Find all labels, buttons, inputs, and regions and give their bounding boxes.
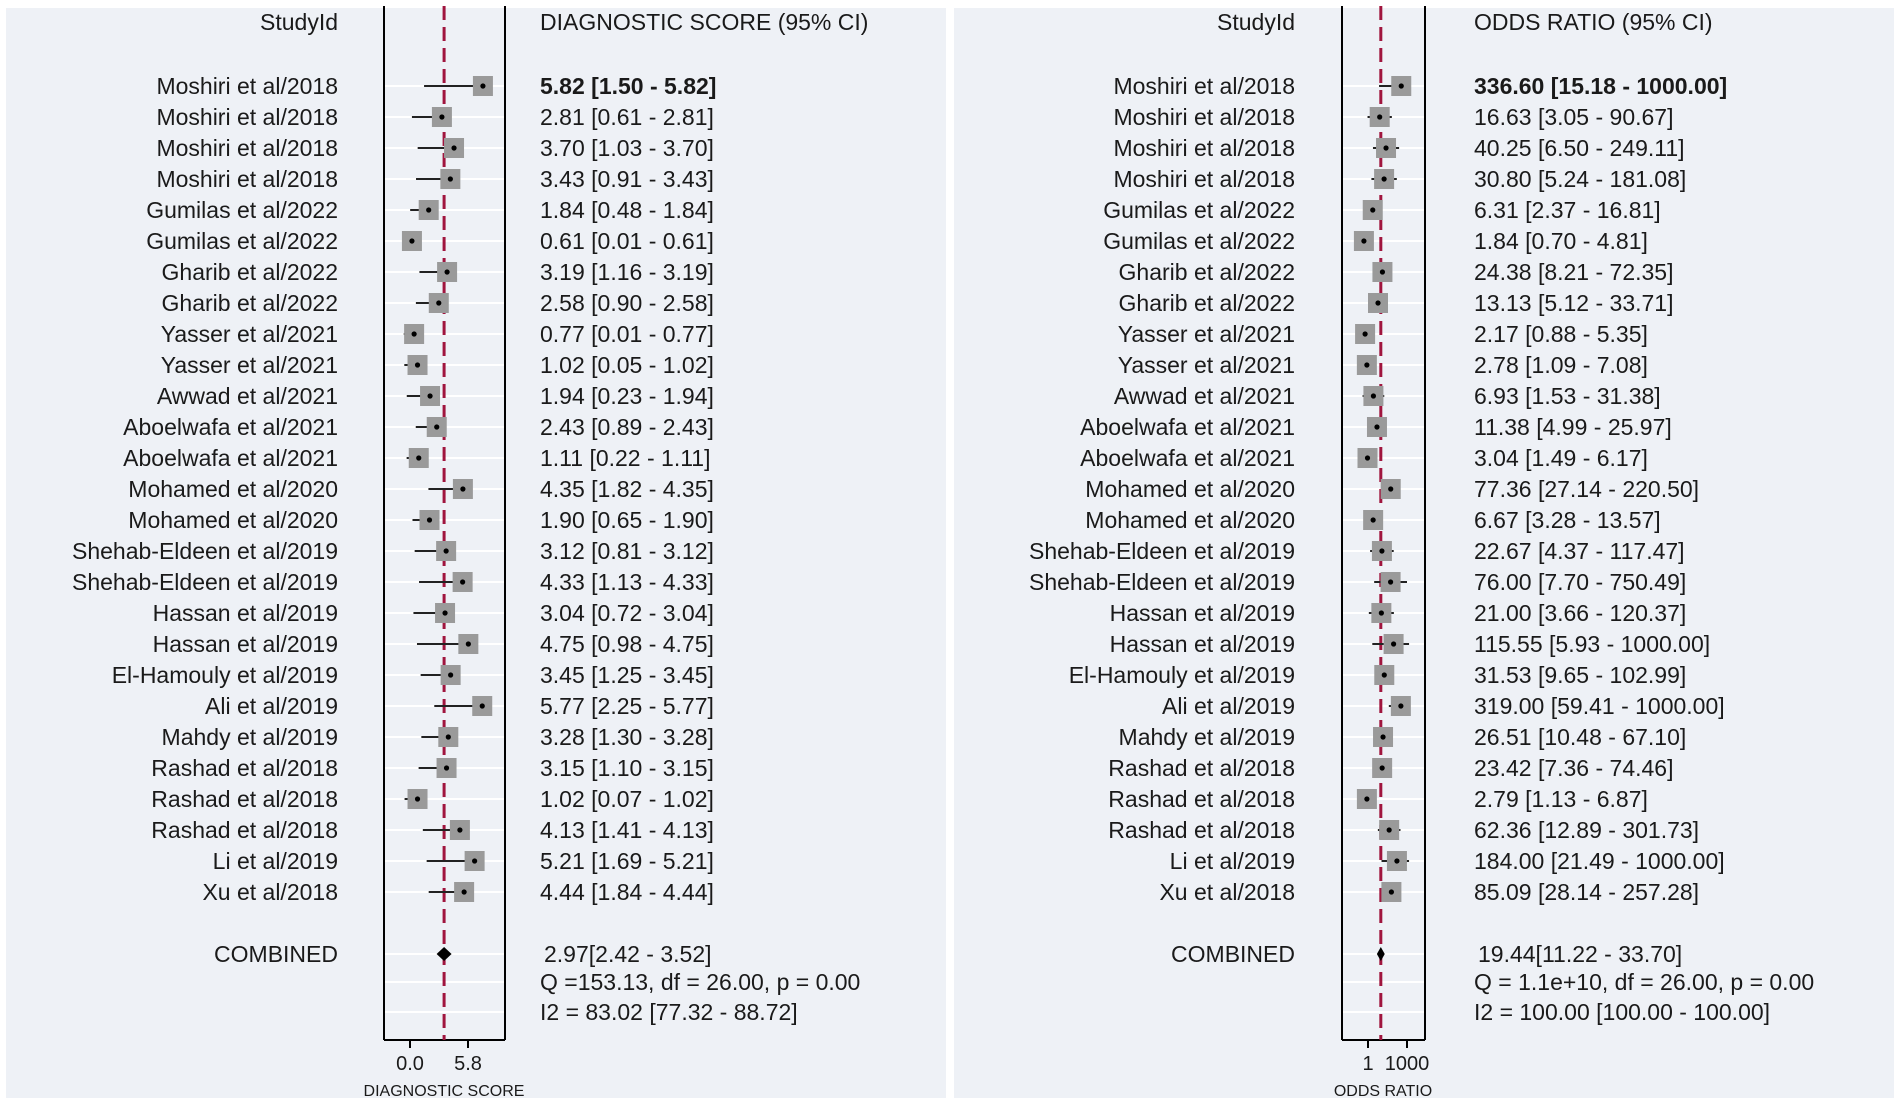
ds-study-label: Rashad et al/2018	[151, 755, 338, 781]
ds-study-label: Mohamed et al/2020	[128, 507, 338, 533]
ds-study-point	[426, 207, 431, 212]
or-study-label: Gharib et al/2022	[1118, 290, 1295, 316]
ds-study-point	[451, 145, 456, 150]
ds-study-estimate-text: 4.13 [1.41 - 4.13]	[540, 817, 714, 843]
ds-study-point	[409, 238, 414, 243]
ds-study-point	[444, 548, 449, 553]
or-study-estimate-text: 24.38 [8.21 - 72.35]	[1474, 259, 1674, 285]
or-study-estimate-text: 2.78 [1.09 - 7.08]	[1474, 352, 1648, 378]
ds-study-label: Gumilas et al/2022	[146, 197, 338, 223]
ds-study-label: Yasser et al/2021	[160, 321, 338, 347]
ds-study-label: Shehab-Eldeen et al/2019	[72, 538, 338, 564]
or-study-estimate-text: 336.60 [15.18 - 1000.00]	[1474, 73, 1728, 99]
ds-study-estimate-text: 5.21 [1.69 - 5.21]	[540, 848, 714, 874]
ds-study-label: Gumilas et al/2022	[146, 228, 338, 254]
or-study-estimate-text: 76.00 [7.70 - 750.49]	[1474, 569, 1687, 595]
ds-study-estimate-text: 3.19 [1.16 - 3.19]	[540, 259, 714, 285]
or-study-estimate-text: 23.42 [7.36 - 74.46]	[1474, 755, 1674, 781]
or-study-point	[1388, 579, 1393, 584]
ds-study-point	[427, 517, 432, 522]
ds-study-estimate-text: 4.33 [1.13 - 4.33]	[540, 569, 714, 595]
or-study-estimate-text: 2.79 [1.13 - 6.87]	[1474, 786, 1648, 812]
or-study-label: Shehab-Eldeen et al/2019	[1029, 538, 1295, 564]
ds-study-label: Yasser et al/2021	[160, 352, 338, 378]
or-study-estimate-text: 3.04 [1.49 - 6.17]	[1474, 445, 1648, 471]
or-study-point	[1371, 517, 1376, 522]
or-study-point	[1364, 796, 1369, 801]
or-combined-label: COMBINED	[1171, 941, 1295, 967]
or-study-point	[1370, 207, 1375, 212]
ds-study-point	[472, 858, 477, 863]
or-x-tick-label: 1	[1362, 1053, 1374, 1075]
or-combined-estimate-text: 19.44[11.22 - 33.70]	[1478, 941, 1683, 967]
or-study-point	[1379, 548, 1384, 553]
or-study-estimate-text: 22.67 [4.37 - 117.47]	[1474, 538, 1685, 564]
or-study-point	[1383, 145, 1388, 150]
or-x-tick-label: 1000	[1384, 1053, 1430, 1075]
or-study-estimate-text: 62.36 [12.89 - 301.73]	[1474, 817, 1700, 843]
ds-study-label: Mahdy et al/2019	[161, 724, 338, 750]
or-study-label: Hassan et al/2019	[1109, 600, 1295, 626]
ds-study-estimate-text: 1.02 [0.07 - 1.02]	[540, 786, 714, 812]
or-study-label: Gharib et al/2022	[1118, 259, 1295, 285]
or-study-label: Yasser et al/2021	[1117, 352, 1295, 378]
ds-study-label: Awwad et al/2021	[156, 383, 338, 409]
or-study-point	[1371, 393, 1376, 398]
or-study-label: Aboelwafa et al/2021	[1080, 414, 1295, 440]
or-study-label: Moshiri et al/2018	[1113, 104, 1295, 130]
ds-study-estimate-text: 3.43 [0.91 - 3.43]	[540, 166, 714, 192]
or-study-label: Ali et al/2019	[1162, 693, 1295, 719]
or-study-label: Moshiri et al/2018	[1113, 73, 1295, 99]
ds-study-label: Shehab-Eldeen et al/2019	[72, 569, 338, 595]
ds-study-point	[448, 672, 453, 677]
or-study-estimate-text: 85.09 [28.14 - 257.28]	[1474, 879, 1700, 905]
or-study-point	[1374, 424, 1379, 429]
ds-study-point	[444, 269, 449, 274]
ds-study-label: Hassan et al/2019	[152, 631, 338, 657]
or-study-label: Gumilas et al/2022	[1103, 197, 1295, 223]
ds-study-estimate-text: 0.77 [0.01 - 0.77]	[540, 321, 714, 347]
ds-study-label: Gharib et al/2022	[161, 259, 338, 285]
or-study-point	[1380, 269, 1385, 274]
or-study-label: Rashad et al/2018	[1108, 817, 1295, 843]
or-study-point	[1364, 362, 1369, 367]
or-study-label: Awwad et al/2021	[1113, 383, 1295, 409]
or-study-estimate-text: 26.51 [10.48 - 67.10]	[1474, 724, 1687, 750]
ds-study-estimate-text: 1.90 [0.65 - 1.90]	[540, 507, 714, 533]
ds-study-label: Aboelwafa et al/2021	[123, 445, 338, 471]
or-heterogeneity-q: Q = 1.1e+10, df = 26.00, p = 0.00	[1474, 969, 1815, 995]
ds-study-point	[457, 827, 462, 832]
or-study-point	[1382, 672, 1387, 677]
or-study-point	[1399, 83, 1404, 88]
or-study-estimate-text: 184.00 [21.49 - 1000.00]	[1474, 848, 1725, 874]
ds-combined-label: COMBINED	[214, 941, 338, 967]
ds-study-label: Hassan et al/2019	[152, 600, 338, 626]
or-study-label: Rashad et al/2018	[1108, 786, 1295, 812]
ds-study-label: Moshiri et al/2018	[156, 73, 338, 99]
or-study-point	[1398, 703, 1403, 708]
or-study-point	[1361, 238, 1366, 243]
ds-study-point	[444, 765, 449, 770]
or-study-point	[1394, 858, 1399, 863]
ds-study-estimate-text: 1.94 [0.23 - 1.94]	[540, 383, 714, 409]
or-study-estimate-text: 2.17 [0.88 - 5.35]	[1474, 321, 1648, 347]
or-study-label: Xu et al/2018	[1159, 879, 1295, 905]
ds-x-axis-title: DIAGNOSTIC SCORE	[363, 1083, 525, 1100]
or-study-estimate-text: 6.67 [3.28 - 13.57]	[1474, 507, 1661, 533]
ds-study-point	[480, 83, 485, 88]
or-study-label: Gumilas et al/2022	[1103, 228, 1295, 254]
ds-heterogeneity-i2: I2 = 83.02 [77.32 - 88.72]	[540, 999, 798, 1025]
ds-study-estimate-text: 2.81 [0.61 - 2.81]	[540, 104, 714, 130]
ds-study-label: Rashad et al/2018	[151, 786, 338, 812]
or-study-estimate-text: 31.53 [9.65 - 102.99]	[1474, 662, 1687, 688]
or-header-estimate: ODDS RATIO (95% CI)	[1474, 9, 1713, 35]
ds-study-estimate-text: 3.04 [0.72 - 3.04]	[540, 600, 714, 626]
or-study-estimate-text: 6.31 [2.37 - 16.81]	[1474, 197, 1661, 223]
or-study-point	[1362, 331, 1367, 336]
ds-study-estimate-text: 3.70 [1.03 - 3.70]	[540, 135, 714, 161]
ds-study-point	[448, 176, 453, 181]
or-study-point	[1380, 765, 1385, 770]
ds-study-estimate-text: 2.58 [0.90 - 2.58]	[540, 290, 714, 316]
ds-study-estimate-text: 1.02 [0.05 - 1.02]	[540, 352, 714, 378]
ds-study-point	[416, 455, 421, 460]
or-study-estimate-text: 77.36 [27.14 - 220.50]	[1474, 476, 1700, 502]
ds-x-tick-label: 5.8	[454, 1053, 482, 1075]
or-study-label: Rashad et al/2018	[1108, 755, 1295, 781]
or-study-point	[1387, 827, 1392, 832]
ds-study-estimate-text: 3.12 [0.81 - 3.12]	[540, 538, 714, 564]
ds-study-label: Ali et al/2019	[205, 693, 338, 719]
or-combined-diamond	[1377, 947, 1385, 961]
or-study-point	[1377, 114, 1382, 119]
ds-study-estimate-text: 4.44 [1.84 - 4.44]	[540, 879, 714, 905]
or-study-label: Moshiri et al/2018	[1113, 135, 1295, 161]
ds-header-estimate: DIAGNOSTIC SCORE (95% CI)	[540, 9, 869, 35]
or-study-point	[1365, 455, 1370, 460]
ds-study-point	[460, 579, 465, 584]
or-study-point	[1388, 486, 1393, 491]
or-study-estimate-text: 40.25 [6.50 - 249.11]	[1474, 135, 1685, 161]
ds-study-label: Rashad et al/2018	[151, 817, 338, 843]
or-study-estimate-text: 16.63 [3.05 - 90.67]	[1474, 104, 1674, 130]
ds-study-label: Moshiri et al/2018	[156, 166, 338, 192]
ds-study-point	[446, 734, 451, 739]
ds-study-estimate-text: 2.43 [0.89 - 2.43]	[540, 414, 714, 440]
or-study-label: Moshiri et al/2018	[1113, 166, 1295, 192]
or-study-label: Yasser et al/2021	[1117, 321, 1295, 347]
ds-study-point	[427, 393, 432, 398]
or-study-label: Mohamed et al/2020	[1085, 476, 1295, 502]
ds-study-label: Gharib et al/2022	[161, 290, 338, 316]
ds-study-point	[462, 889, 467, 894]
or-study-estimate-text: 11.38 [4.99 - 25.97]	[1474, 414, 1672, 440]
or-study-estimate-text: 1.84 [0.70 - 4.81]	[1474, 228, 1648, 254]
or-header-study: StudyId	[1217, 9, 1295, 35]
or-study-label: Shehab-Eldeen et al/2019	[1029, 569, 1295, 595]
ds-study-point	[415, 362, 420, 367]
ds-study-estimate-text: 4.35 [1.82 - 4.35]	[540, 476, 714, 502]
or-study-point	[1391, 641, 1396, 646]
or-study-label: Mahdy et al/2019	[1118, 724, 1295, 750]
ds-study-label: Moshiri et al/2018	[156, 104, 338, 130]
or-study-point	[1389, 889, 1394, 894]
or-study-label: Li et al/2019	[1169, 848, 1295, 874]
or-study-label: Mohamed et al/2020	[1085, 507, 1295, 533]
ds-study-label: Aboelwafa et al/2021	[123, 414, 338, 440]
or-study-point	[1380, 734, 1385, 739]
ds-study-point	[442, 610, 447, 615]
or-study-point	[1375, 300, 1380, 305]
ds-study-estimate-text: 1.84 [0.48 - 1.84]	[540, 197, 714, 223]
ds-study-estimate-text: 3.28 [1.30 - 3.28]	[540, 724, 714, 750]
ds-study-point	[415, 796, 420, 801]
or-study-estimate-text: 6.93 [1.53 - 31.38]	[1474, 383, 1661, 409]
or-study-point	[1379, 610, 1384, 615]
or-study-label: Hassan et al/2019	[1109, 631, 1295, 657]
ds-study-estimate-text: 1.11 [0.22 - 1.11]	[540, 445, 711, 471]
ds-study-estimate-text: 3.15 [1.10 - 3.15]	[540, 755, 714, 781]
ds-study-estimate-text: 0.61 [0.01 - 0.61]	[540, 228, 714, 254]
ds-heterogeneity-q: Q =153.13, df = 26.00, p = 0.00	[540, 969, 861, 995]
or-heterogeneity-i2: I2 = 100.00 [100.00 - 100.00]	[1474, 999, 1771, 1025]
ds-combined-diamond	[437, 947, 452, 961]
ds-study-label: Mohamed et al/2020	[128, 476, 338, 502]
or-study-estimate-text: 21.00 [3.66 - 120.37]	[1474, 600, 1687, 626]
ds-study-estimate-text: 5.77 [2.25 - 5.77]	[540, 693, 714, 719]
or-study-estimate-text: 115.55 [5.93 - 1000.00]	[1474, 631, 1711, 657]
ds-header-study: StudyId	[260, 9, 338, 35]
or-study-estimate-text: 13.13 [5.12 - 33.71]	[1474, 290, 1674, 316]
ds-combined-estimate-text: 2.97[2.42 - 3.52]	[544, 941, 712, 967]
ds-x-tick-label: 0.0	[396, 1053, 424, 1075]
ds-study-point	[480, 703, 485, 708]
ds-study-point	[436, 300, 441, 305]
ds-study-point	[412, 331, 417, 336]
or-study-point	[1382, 176, 1387, 181]
ds-study-estimate-text: 4.75 [0.98 - 4.75]	[540, 631, 714, 657]
or-study-estimate-text: 319.00 [59.41 - 1000.00]	[1474, 693, 1725, 719]
ds-study-label: Xu et al/2018	[202, 879, 338, 905]
ds-study-estimate-text: 5.82 [1.50 - 5.82]	[540, 73, 717, 99]
ds-study-point	[460, 486, 465, 491]
ds-study-estimate-text: 3.45 [1.25 - 3.45]	[540, 662, 714, 688]
ds-study-label: Li et al/2019	[212, 848, 338, 874]
ds-study-label: El-Hamouly et al/2019	[111, 662, 338, 688]
ds-study-label: Moshiri et al/2018	[156, 135, 338, 161]
ds-study-point	[439, 114, 444, 119]
or-study-label: El-Hamouly et al/2019	[1068, 662, 1295, 688]
ds-study-point	[434, 424, 439, 429]
ds-study-point	[466, 641, 471, 646]
or-x-axis-title: ODDS RATIO	[1333, 1083, 1433, 1100]
or-study-label: Aboelwafa et al/2021	[1080, 445, 1295, 471]
or-study-estimate-text: 30.80 [5.24 - 181.08]	[1474, 166, 1687, 192]
